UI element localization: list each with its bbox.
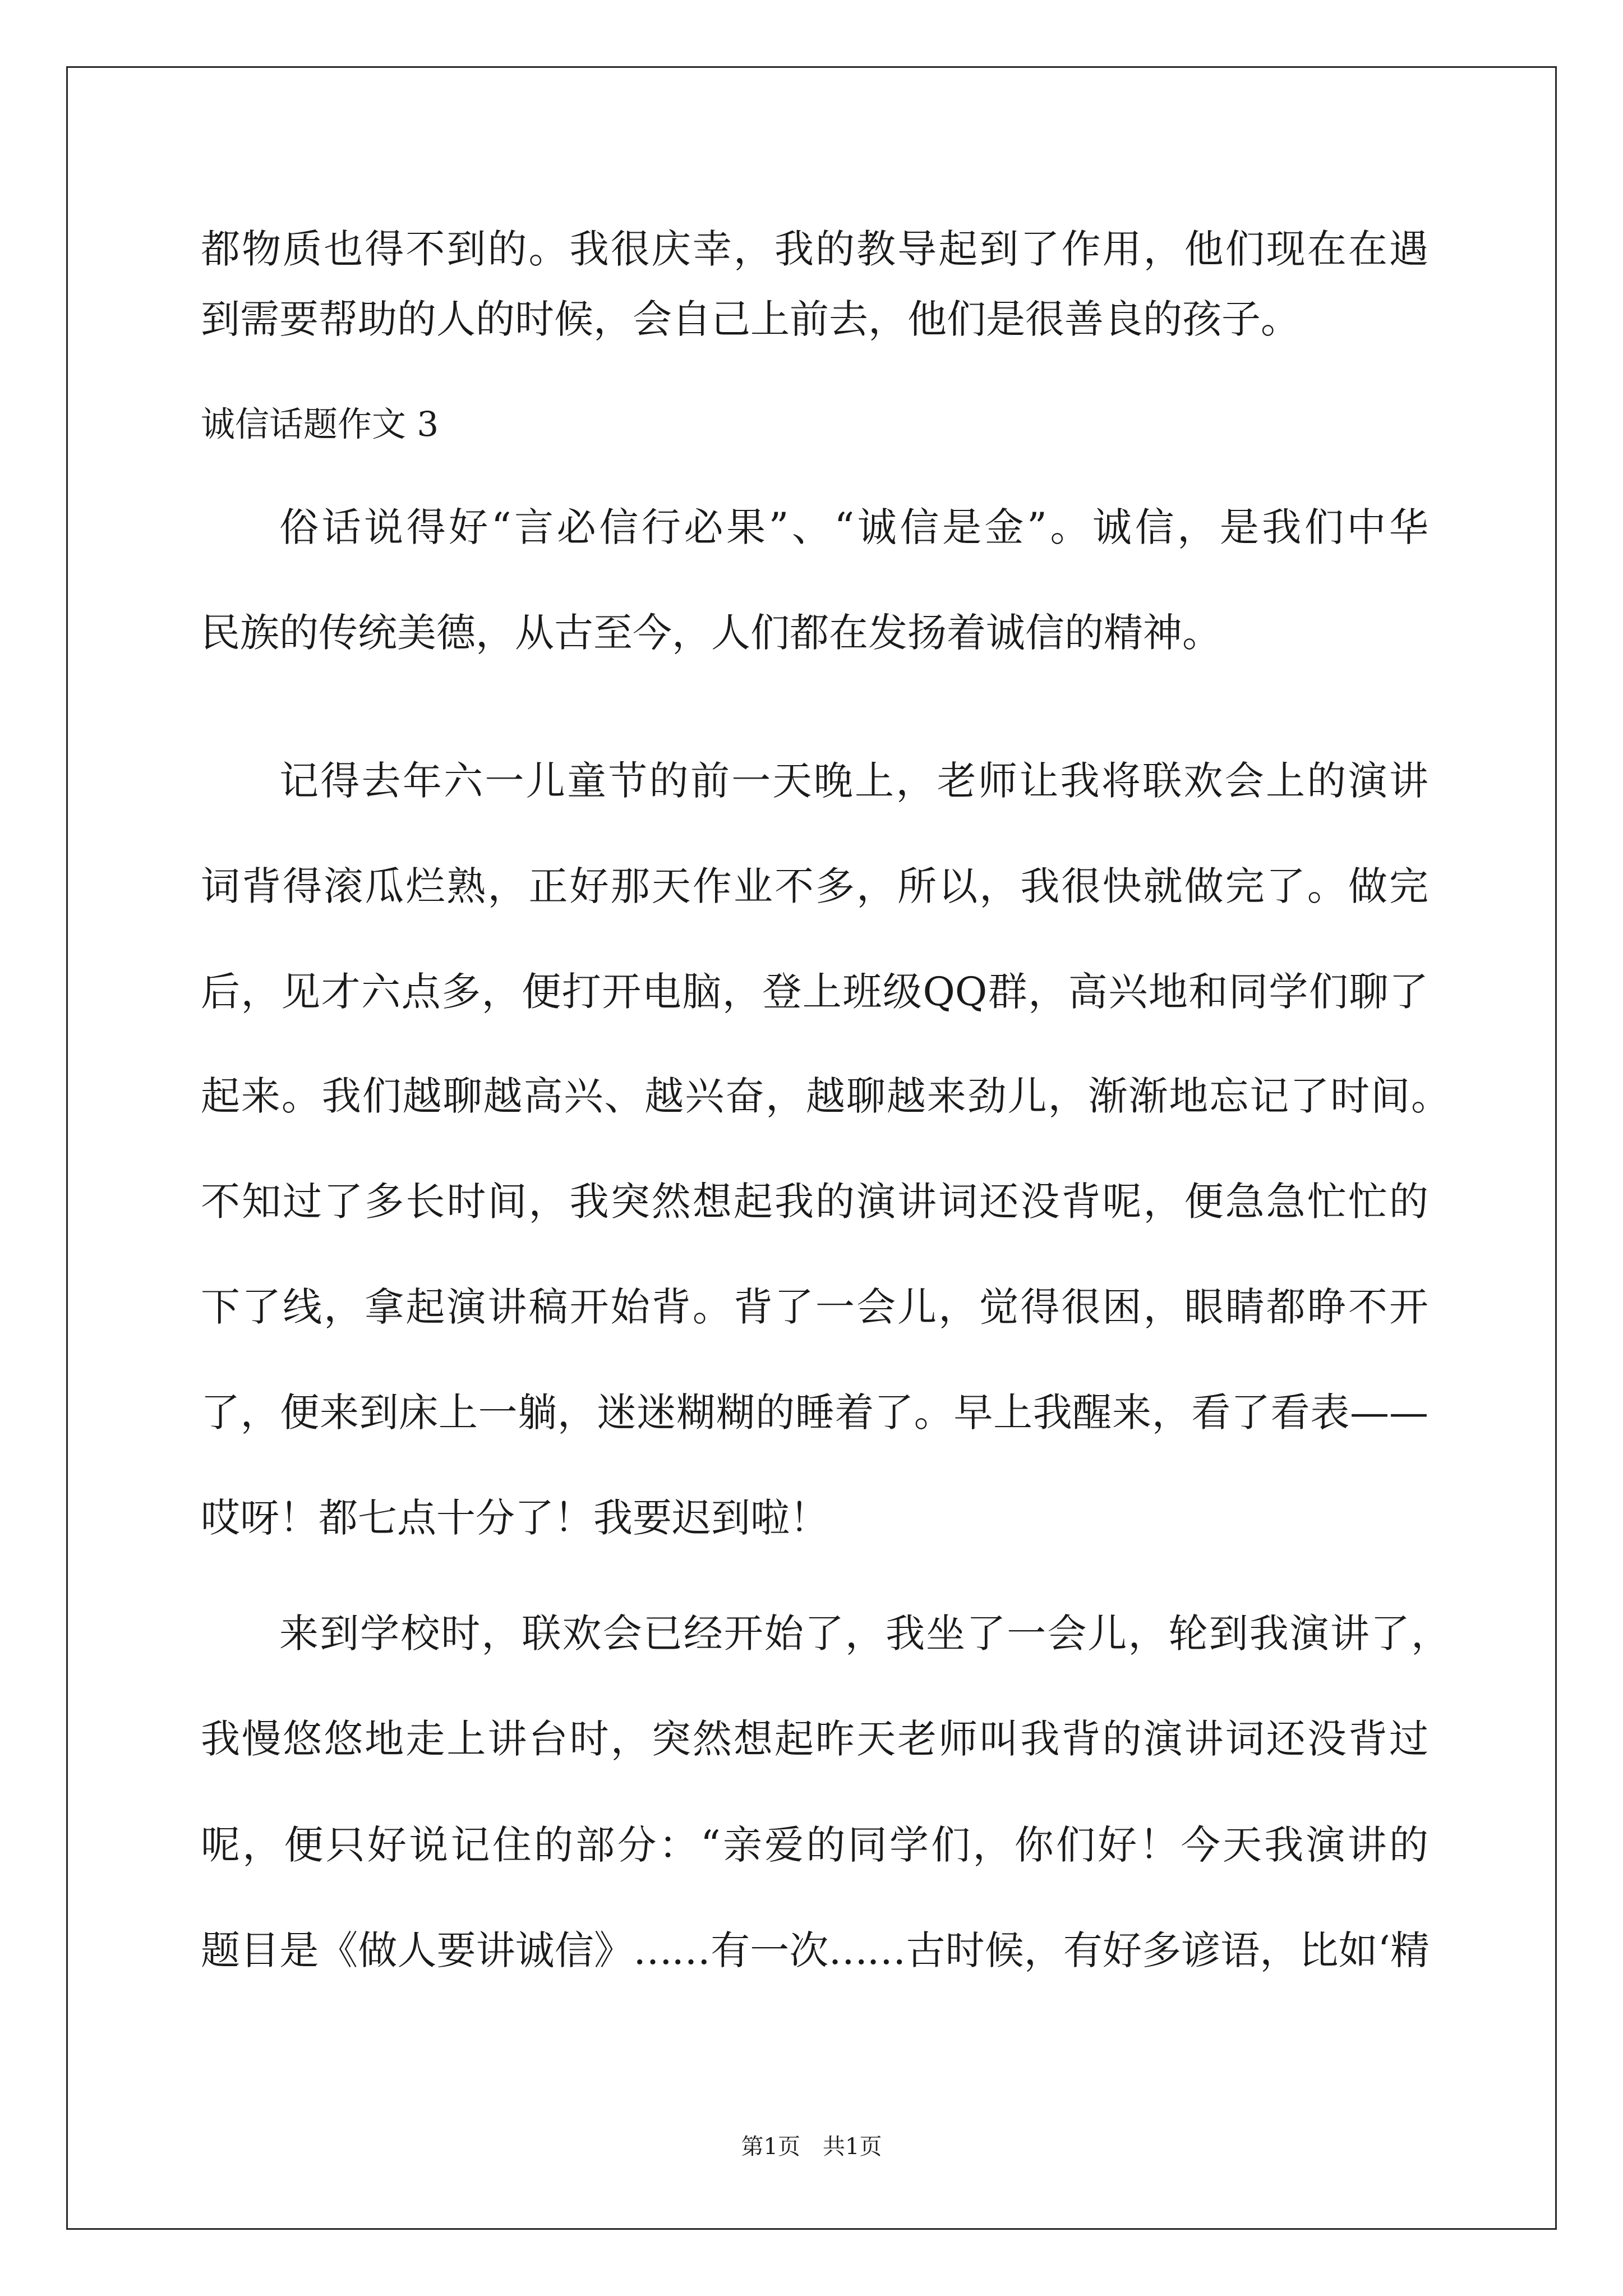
text-line: 呢，便只好说记住的部分：“亲爱的同学们，你们好！今天我演讲的: [201, 1822, 1428, 1868]
essay-title: 诚信话题作文 3: [201, 404, 439, 444]
text-line: 题目是《做人要讲诚信》……有一次……古时候，有好多谚语，比如‘精: [201, 1927, 1428, 1973]
text-line: 都物质也得不到的。我很庆幸，我的教导起到了作用，他们现在在遇: [201, 226, 1428, 272]
text-line: 下了线，拿起演讲稿开始背。背了一会儿，觉得很困，眼睛都睁不开: [201, 1284, 1428, 1330]
page-footer: 第1页 共1页: [741, 2134, 882, 2160]
text-line: 记得去年六一儿童节的前一天晚上，老师让我将联欢会上的演讲: [279, 758, 1428, 804]
text-line: 哎呀！都七点十分了！我要迟到啦！: [201, 1495, 829, 1541]
page-frame: [66, 66, 1557, 2230]
text-line: 后，见才六点多，便打开电脑，登上班级QQ群，高兴地和同学们聊了: [201, 969, 1428, 1015]
text-line: 到需要帮助的人的时候，会自己上前去，他们是很善良的孩子。: [201, 296, 1300, 342]
text-line: 俗话说得好“言必信行必果”、“诚信是金”。诚信，是我们中华: [279, 504, 1428, 550]
text-line: 不知过了多长时间，我突然想起我的演讲词还没背呢，便急急忙忙的: [201, 1179, 1428, 1225]
text-line: 词背得滚瓜烂熟，正好那天作业不多，所以，我很快就做完了。做完: [201, 863, 1428, 909]
text-line: 民族的传统美德，从古至今，人们都在发扬着诚信的精神。: [201, 610, 1221, 656]
text-line: 了，便来到床上一躺，迷迷糊糊的睡着了。早上我醒来，看了看表——: [201, 1389, 1428, 1435]
text-line: 来到学校时，联欢会已经开始了，我坐了一会儿，轮到我演讲了，: [279, 1611, 1450, 1657]
text-line: 我慢悠悠地走上讲台时，突然想起昨天老师叫我背的演讲词还没背过: [201, 1716, 1428, 1762]
text-line: 起来。我们越聊越高兴、越兴奋，越聊越来劲儿，渐渐地忘记了时间。: [201, 1073, 1450, 1119]
